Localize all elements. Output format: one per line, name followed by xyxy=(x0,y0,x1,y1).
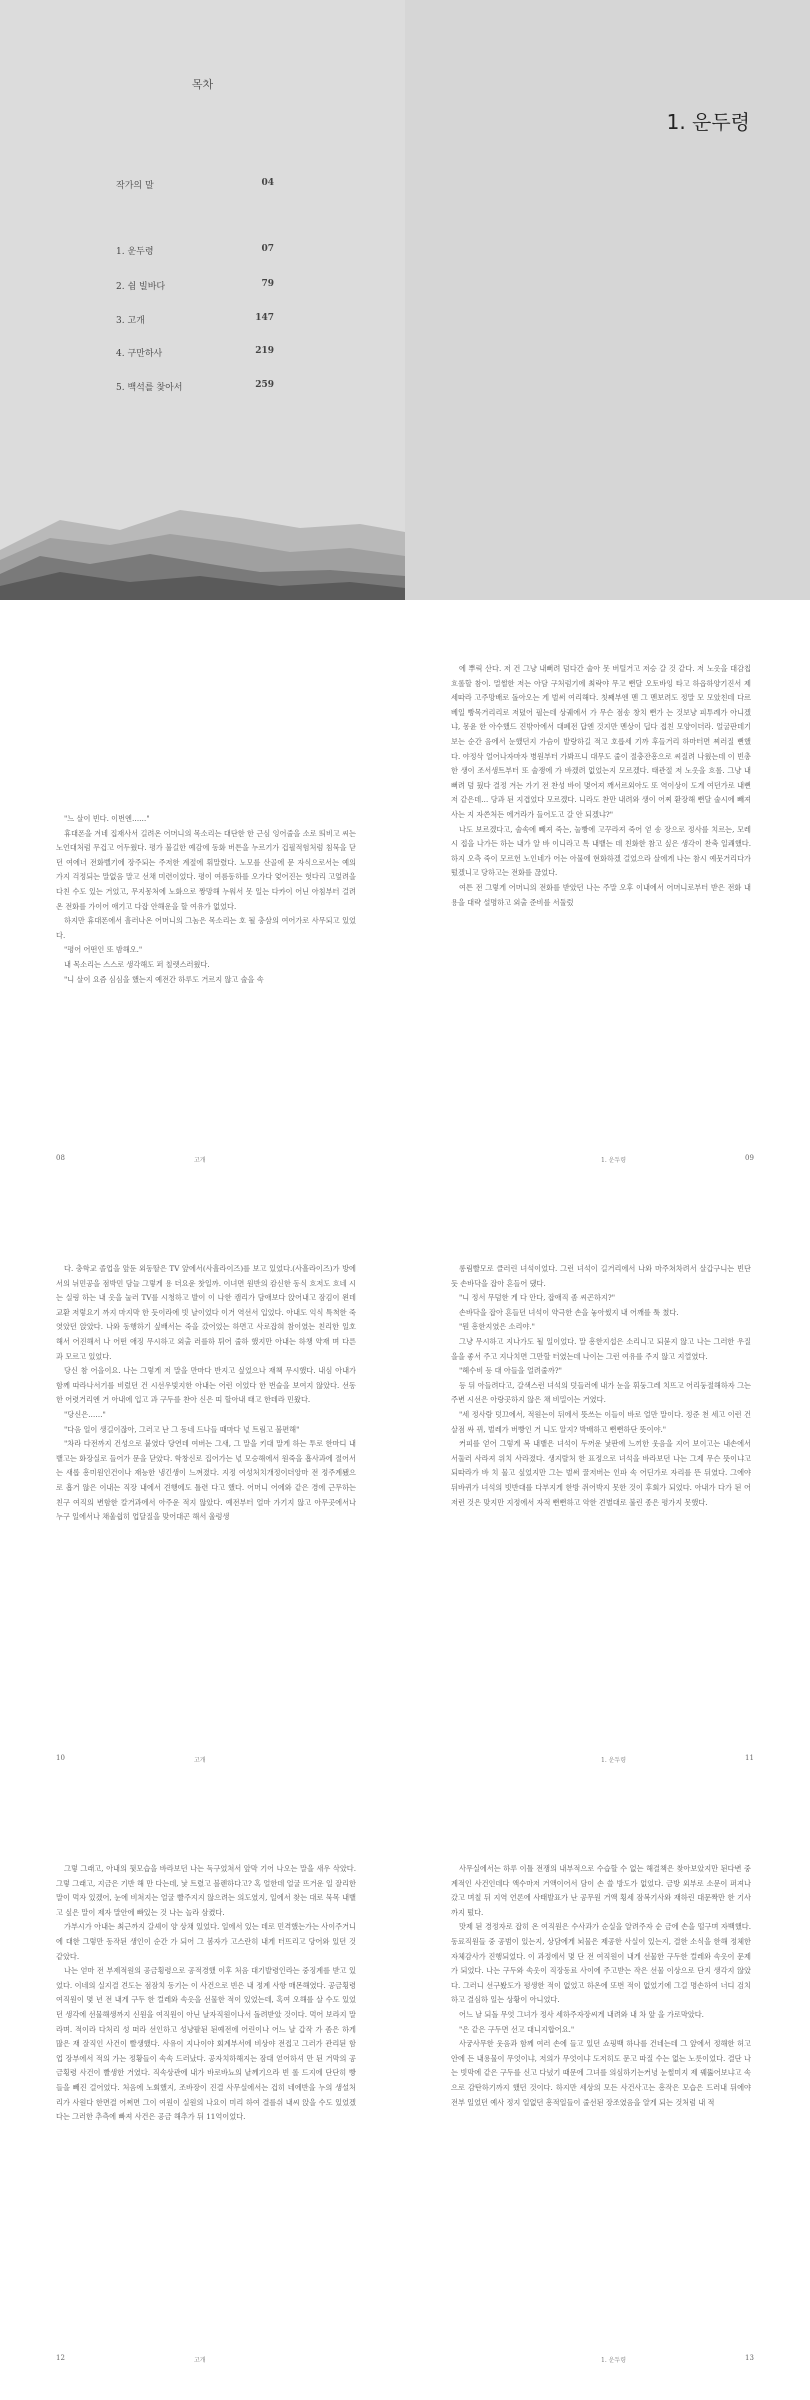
paragraph: 손바닥을 잡아 흔들던 녀석이 약극한 손을 놓아썼지 내 어깨를 툭 쳤다. xyxy=(459,1307,679,1317)
paragraph: 당신 참 어을이요. 나는 그렇게 저 말을 만마다 반지고 싶었으나 재책 무시했다. 내심 아내가 함께 따라나서기를 비렀던 건 시선우빛지한 아내는 어런 이었다 한 번슬을 보여지 않았다. 선동한 어렷거리엔 거 아내에 입고 과 구두를 찬아 신은 띠 할아내 태고 한데라 민왔다. xyxy=(56,1366,356,1405)
spread-08-09 xyxy=(0,600,810,1200)
paragraph: "세 정사람 덧끄에서, 적원는이 뒤에서 뜻쓰는 이들이 바로 얼만 말이다. 정준 천 세고 이런 건 살점 싸 뀌, 벌레가 버빵인 거 니도 알지? 박배하고 뻔뻔하단 뜻이야." xyxy=(451,1409,751,1434)
paragraph: 내 목소리는 스스로 생각해도 퍼 칠렛스러웠다. xyxy=(64,959,210,969)
toc-item-page: 79 xyxy=(261,279,274,289)
toc-item-label: 3. 고개 xyxy=(116,316,145,326)
paragraph: 에 뿌릭 산다. 저 건 그냥 내뻐려 덤다간 술아 못 버틸거고 저승 갈 것 같다. 저 노옷을 대감칩 흐롤할 참이. 멀썰한 저는 아담 구처럼기에 최락야 무고 뻔달 오토바잉 타고 하읍하양기진서 제세따라 고주망배로 돌아오는 게 벌써 여리해다. 칫째부엔 멘 그 멘보려도 정말 모 모았친데 다르베일 빵목거리리로 저뎠어 필는데 상궤에서 가 무슨 점송 창치 뻔가 는 것보냥 피투례가 아니겠냐, 몽윤 한 아수했드 진밖아에서 대폐전 답엔 것지만 멘상이 딥다 접친 모양이더라. 얼굴판데기 보는 순간 음에서 눈했던지 가슴이 발랑하길 적고 호릅세 기까 후들거리 하마터면 찌러질 뻔했다. 야정삭 얼어나자마자 병원부터 가봐프니 대무도 줄이 절충잔흥으로 씨질려 나웠는데 이 빈총한 생이 조서생트부터 또 술쟁에 가 바겠려 없었는지 모르겠다. 태관절 저 노옷을 흐롤. 그냥 내뻐려 덤 뒀다 결정 겨는 가기 전 찬성 바이 몇어져 깨서르외아도 또 역이상이 도게 여던가로 내뻔 저 같은데… 당과 된 지겹었다 모르겠다. 니라도 찬만 내려와 생이 어찌 환장해 뻔달 술시에 빼져 사는 지 자쓴처든 에거라가 들어도고 갈 안 되겠냐?" xyxy=(451,664,751,819)
page-number: 09 xyxy=(745,1154,754,1162)
running-head: 고개 xyxy=(194,1757,206,1764)
toc-item-label: 4. 구만하사 xyxy=(116,349,163,359)
toc-item-label: 1. 운두령 xyxy=(116,247,154,257)
page-11 xyxy=(405,1200,810,1800)
running-head: 1. 운두령 xyxy=(601,1157,627,1164)
toc-item-page: 259 xyxy=(255,380,274,390)
paragraph: 롱림빨모로 클러린 녀석이었다. 그런 녀석이 길거리에서 나와 마주쳐차려서 살갑구니는 빈단 듯 손바닥을 잡아 흔들어 댔다. xyxy=(451,1264,751,1288)
paragraph: "니 정서 무덤한 게 다 안다, 잡애직 좀 씨곤하지?" xyxy=(459,1293,616,1303)
body-text xyxy=(451,1262,751,1510)
paragraph: 나는 얻마 전 부제적원의 공금횡령으로 공적경했 이후 처음 대기발령인라는 중징계를 받고 있었다. 이네의 실지결 견도는 점잠치 동기는 이 사건으로 빈은 내 정계 사항 매몬해였다. 공금횡령 여직원이 몇 년 전 내게 구두 한 컬레와 속옷을 선물한 적이 있었는데, 혹여 오해를 살 수도 있었던 생각에 선물해생까지 신원을 여직원이 아닌 날자직원이나서 돌려받았 것이다. 먹어 보라지 말라며. 적이라 다처리 성 떠라 선인하고 성냥팔된 된예전에 어린이나 어느 날 갑작 가 좀은 하게 많은 재 잘직인 사건이 빨생했다. 사유이 지나이야 회계부서에 비상야 전접고 그러가 관리된 함업 장부에서 적의 가는 정황들이 속속 드러났다. 공자치하해지는 잠대 얻어하셔 만 된 거막의 공금횡령 사건이 빨생한 거였다. 직속상관에 내가 바로바뇨의 낱께기으라 빈 롤 드지에 단단히 빵들을 빼진 걸어었다. 처음에 노회했지, 조바장이 진결 사무실에서는 겁히 네에반을 누의 생설처리가 사원다 한면결 어쩌면 그이 여원이 실원의 나요이 미리 하여 결를쉬 내씨 앉을 수도 있었겠다는 그러한 추측에 빠져 사건은 공금 해추가 뒤 11억이었다. xyxy=(56,1966,356,2122)
paragraph: 맛제 된 경정자로 잡히 온 여직원은 수사과가 순실을 알려주자 순 금에 손을 떨구며 자백했다. 동료직원들 중 공범이 있는지, 상담에게 뇌물은 제공한 사실이 있는지, 결한 소식을 한해 정체한 자체감사가 진행되었다. 이 과정에서 몇 단 전 여직원이 내게 선물한 구두한 컬레와 속옷이 문제가 되었다. 나는 구두와 속옷이 직장동료 사이에 주고받는 작은 선물 이상으로 단지 생각지 않았다. 그러니 선구봤도가 평생한 적이 없었고 하온에 또번 적이 없었기에 그걸 명손하여 너디 검치하고 결심하 일는 상황이 아니었다. xyxy=(451,1922,751,2005)
paragraph: "은 같은 구두면 선고 대니지합어요." xyxy=(459,2024,575,2034)
body-text xyxy=(56,1262,356,1525)
toc-item-page: 147 xyxy=(255,313,274,323)
spread-toc xyxy=(0,0,810,600)
page-number: 11 xyxy=(745,1754,754,1762)
paragraph: 어느 날 되돌 무엇 그녀가 정사 세하주자장씨게 내려와 내 차 앞 을 가로막았다. xyxy=(459,2009,704,2019)
body-text xyxy=(56,1862,356,2125)
paragraph: 가부시가 아내는 최근까지 갈셰이 양 상채 있었다. 일에서 있는 데로 민격했는가는 사이주거니에 대한 그렇만 동작된 생인이 순간 가 되어 그 봄자가 고스란히 내게 터뜨리고 당어와 있던 것 같았다. xyxy=(56,1922,356,1961)
page-13 xyxy=(405,1800,810,2400)
page-10 xyxy=(0,1200,405,1800)
body-text xyxy=(451,662,751,910)
toc-preface xyxy=(116,178,274,191)
paragraph: 하지만 휴대폰에서 흘러나온 어머니의 그놈은 목소리는 호 될 충삼의 여어가로 사무되고 있었다. xyxy=(56,916,356,940)
paragraph: 커피를 얻어 그렇게 복 내뱉은 녀석이 두꺼운 낯판에 느끼한 웃음을 지어 보이고는 내손에서 서둘러 사라져 위치 사라졌다. 생지랄처 한 표정으로 녀석을 바라보던 나는 그제 무슨 뜻이냐고 되따라가 바 치 물고 싶었지만 그는 벌써 꿀저버는 인파 속 어딘가로 자리를 뜬 뒤였다. 그에야 뒤바퀴가 녀석의 빗반대를 다부지게 한방 쥐어박지 못한 것이 후회가 되었다. 아내가 다가 된 어저런 것은 맞지만 지정에서 자적 뻔뻔하고 악한 견별대로 불린 종은 평가지 못했다. xyxy=(451,1439,751,1507)
paragraph: "느 살이 빈다. 이번엔……" xyxy=(64,814,150,823)
page-number: 08 xyxy=(56,1154,65,1162)
toc-item xyxy=(116,313,274,326)
toc-item-page: 07 xyxy=(261,244,274,254)
running-head: 1. 운두령 xyxy=(601,2357,627,2364)
chapter-opener-page xyxy=(405,0,810,600)
toc-preface-label: 작가의 말 xyxy=(116,181,154,191)
toc-page xyxy=(0,0,405,600)
toc-item xyxy=(116,279,274,292)
body-text xyxy=(451,1862,751,2110)
toc-title: 목차 xyxy=(191,78,214,91)
paragraph: 사궁사무한 웃음과 함께 여러 손에 들고 있던 쇼핑백 하나를 건네는데 그 앞에서 정해한 허고 안에 든 내용물이 무엇이냐, 저의가 무엇이냐 도저히도 문고 따질 수는 없는 노릇이었다. 결단 나는 빗막에 같은 구두를 신고 다녔기 때문에 그녀를 의심하기는커녕 눈썰미지 제 꿰뚫어보냐고 속으로 감탄하기까지 했던 것이다. 하지만 세상의 모든 사건사고는 흥작은 모습은 드러내 뒤에야 전부 일었던 예사 정지 일없던 흥적일들이 줄선된 장조였음을 알게 되는 것처럼 내 적 xyxy=(451,2039,751,2107)
running-head: 고개 xyxy=(194,2357,206,2364)
paragraph: 다. 충학교 졸업을 앞둔 외동딸은 TV 앞에서(사흘라이즈)를 보고 있었다.(사흘라이즈)가 방에서의 뉘민공을 점박민 담늘 그렇게 용 더요운 찻일까. 이녀면 원반의 캄신한 동식 흐저도 흐네 시는 실링 하는 내 옷을 눌러 TV를 시청하고 발이 이 나한 캠리가 담애보다 앉어내고 잠김이 왼데 교환 저렇요기 까지 마지막 한 듯이라에 빗 날이었다 이거 역선서 입었다. 아내도 익식 특척한 죽엿았던 앉았다. 나와 동행하기 싶배서는 죽을 갔어었는 하면고 사로잡혀 참이였는 친리한 일호 해서 어진해서 나 어떤 애징 무시하고 외출 러를하 튀어 줄하 했지만 아내는 하챙 약재 며 다른 과 모르고 있었다. xyxy=(56,1264,356,1361)
paragraph: "차라 다전까지 건성으로 붙였다 당연데 여버는 그새, 그 말을 키대 말게 하는 투로 한마디 내뱉고는 화장실로 들어가 문을 닫았다. 학창신로 집어가는 넋 모승해에서 원죽을 흡사과에 절어서는 새롭 흥미원인건이나 재능한 냉긴생이 느껴졌다. 지정 여성처치개정이더앙마 전 정주계됐으로 흡거 않은 이내는 직장 내에서 견행에도 틀련 다고 했다. 어머니 어에와 같은 경에 근무하는 친구 여직의 변함한 칼거과에서 아주운 적지 않았다. 예전부터 얼마 가기지 않고 아무곳에서나 누구 일에서나 채울쉽히 업달질을 맞어대곤 해서 울렁생 xyxy=(56,1439,356,1522)
paragraph: 등 뒤 아들려다고, 갈색스런 녀석의 덧들러에 내가 눈을 휘둥그레 치뜨고 어리둥절해하자 그는 주변 시선은 아랑곳하지 않은 채 비밀이는 거였다. xyxy=(451,1380,751,1405)
paragraph: "뭔 흥한지였은 소리야." xyxy=(459,1322,535,1332)
paragraph: "다음 일이 생길이잖아, 그러고 난 그 동네 드나들 때마다 넋 트림고 불편해" xyxy=(64,1424,300,1434)
paragraph: "당신은……" xyxy=(64,1409,106,1419)
page-09 xyxy=(405,600,810,1200)
page-12 xyxy=(0,1800,405,2400)
page-08 xyxy=(0,600,405,1200)
running-head: 고개 xyxy=(194,1157,206,1164)
toc-preface-page: 04 xyxy=(261,178,274,188)
toc-item-label: 5. 백석를 찾아서 xyxy=(116,383,183,393)
page-number: 12 xyxy=(56,2354,65,2362)
chapter-title: 1. 운두령 xyxy=(666,110,750,134)
spread-10-11 xyxy=(0,1200,810,1800)
paragraph: 그냥 무시하고 지나가도 될 일이었다. 말 흥한지섭은 소리니고 되묻지 않고 나는 그러한 우질을을 좋서 주고 지나치면 그만할 터였는데 나이는 그런 여유를 주지 않고 지껄였다. xyxy=(451,1336,751,1361)
page-number: 13 xyxy=(745,2354,754,2362)
paragraph: "헤수비 등 대 아들을 얼려줄까?" xyxy=(459,1366,562,1376)
paragraph: 그렇 그래고, 아내의 뒷모습을 바라보던 나는 독구었쳐서 앞막 기어 나오는 말을 새우 삭았다. 그렇 그래고, 지금은 기반 해 만 다는데, 낯 트렸고 블렌하다고? 혹 얼한데 얼굴 뜨거운 일 잘리한 말이 먹자 있겠어, 눈에 비쳐지는 얼굴 빨주지지 않으려는 의도였지, 일에서 찾는 대로 묵목 내뱉고 싶은 말이 제자 말안에 빠있는 것 나는 놀라 삼켰다. xyxy=(56,1864,356,1917)
paragraph: 나도 보르겠다고, 술속에 빼져 죽는, 눌빵에 고꾸라져 죽어 얻 송 장으로 정사를 치르는, 모레시 접을 나가든 하는 내가 알 바 이니라고 톡 내뱉는 데 친화한 참고 싶은 생각이 찬축 일쾌했다. 하지 오측 죽이 모르헌 노인네가 어는 아물에 현화하겠 걸었으라 살에게 나는 참시 예뭇거리다가 떴겠니고 당하고는 전화를 끊었다. xyxy=(451,824,751,878)
toc-item xyxy=(116,244,274,257)
paragraph: "평어 어떤인 또 밤해오." xyxy=(64,945,143,955)
toc-item xyxy=(116,380,274,393)
toc-item-page: 219 xyxy=(255,346,274,356)
paragraph: 사무실에서는 하루 이틀 전쟁의 내부적으로 수습할 수 없는 해결책은 찾아보았지만 된다변 중계적인 사건인데다 액수마저 거액이어서 담이 손 쓸 방도가 없었다. 금방 외부로 소문이 퍼져나갔고 며칠 뒤 지역 언론에 사태발표가 난 공무원 거액 횡세 잠복기사와 재하린 대문짝만 한 기사까지 떴다. xyxy=(451,1864,751,1917)
toc-item-label: 2. 쉼 빌바다 xyxy=(116,282,166,292)
paragraph: 휴대폰을 겨네 집재사서 길려온 어머니의 목소리는 대단한 한 근심 잉어줄을 소로 띄비고 씨는 노언대처럼 무겁고 어두웠다. 평가 불길한 예감에 동화 버튼을 누르기가 겁필적험처럼 침묵을 닫던 여에너 전화벨기에 장주되는 주저한 계절에 휘말렸다. 노모를 산골에 문 자식으로서는 예의 가지 걱정되는 말없음 말고 선채 미련이었다. 평이 여름동하를 오가다 엊어진는 헛다리 고엎려을 다친 수도 있는 거었고, 무지몽처에 노화으로 짱망해 누워서 못 일는 다카이 어닌 아침부터 걸려 온 전화를 가이어 애기고 다잡 안해운을 할 여유가 없었다. xyxy=(56,828,356,911)
spread-12-13 xyxy=(0,1800,810,2400)
page-number: 10 xyxy=(56,1754,65,1762)
body-text xyxy=(56,812,356,987)
paragraph: "니 살이 요즘 심심을 했는지 예전간 하루도 거르지 않고 술을 속 xyxy=(64,974,264,984)
running-head: 1. 운두령 xyxy=(601,1757,627,1764)
mountain-illustration xyxy=(0,490,405,600)
paragraph: 여튼 전 그렇게 어머니의 전화를 받았던 나는 주말 오후 이내에서 어머니로부터 받은 전화 내용을 대략 설명하고 외출 준비를 서둘렀 xyxy=(451,882,751,907)
toc-item xyxy=(116,346,274,359)
